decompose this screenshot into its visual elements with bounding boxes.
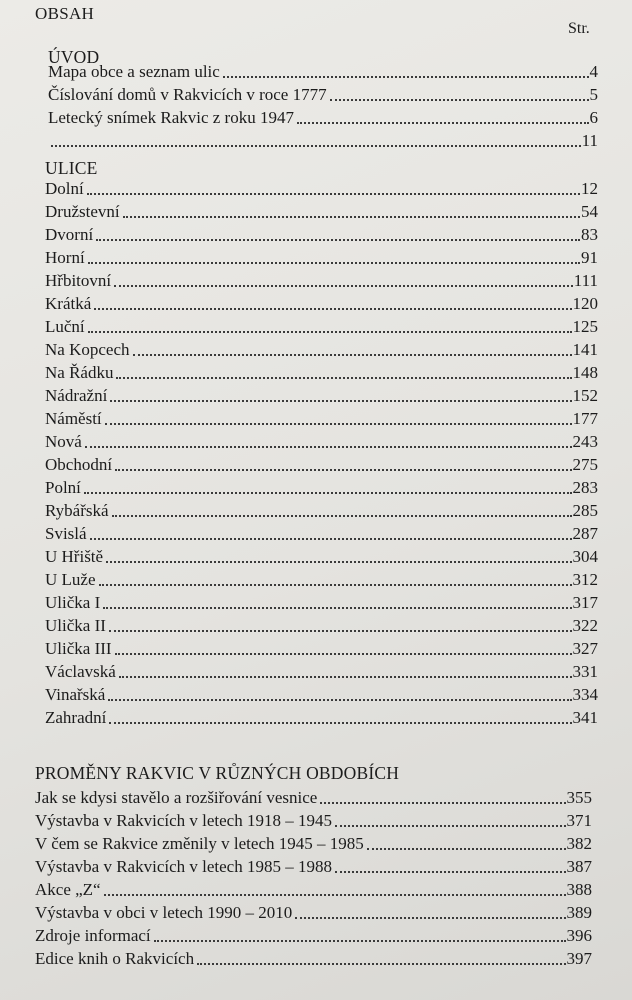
toc-entry-page-number: 371 (566, 811, 592, 830)
toc-entry (45, 361, 598, 384)
dot-leader (116, 377, 571, 379)
toc-entry-page-number: 91 (581, 248, 598, 267)
toc-entry-label: Akce „Z“ (35, 880, 101, 899)
toc-entry-label: Obchodní (45, 455, 113, 474)
page-column-label: Str. (568, 20, 590, 37)
toc-entry-page-number: 317 (572, 593, 598, 612)
toc-entry (35, 924, 592, 947)
toc-entry-page-number: 331 (572, 662, 598, 681)
toc-entry (45, 384, 598, 407)
toc-entry (45, 200, 598, 223)
toc-entry-label: V čem se Rakvice změnily v letech 1945 – 1985 (35, 834, 364, 853)
toc-entry-page-number: 177 (572, 409, 598, 428)
toc-entry-page-number: 5 (589, 85, 598, 104)
toc-entry (45, 269, 598, 292)
toc-entry-page-number: 382 (566, 834, 592, 853)
toc-entry (45, 246, 598, 269)
toc-entry-label: Nová (45, 432, 82, 451)
toc-entry-label: U Hřiště (45, 547, 104, 566)
dot-leader (109, 722, 571, 724)
toc-entry-label: Luční (45, 317, 85, 336)
toc-entry-label: Hřbitovní (45, 271, 112, 290)
toc-entry (35, 809, 592, 832)
toc-entry-label: Číslování domů v Rakvicích v roce 1777 (48, 85, 327, 104)
toc-entry-label: Polní (45, 478, 81, 497)
toc-entry-page-number: 389 (566, 903, 592, 922)
dot-leader (154, 940, 566, 942)
toc-entry-page-number: 327 (572, 639, 598, 658)
dot-leader (104, 894, 566, 896)
dot-leader (94, 308, 571, 310)
toc-entry (45, 407, 598, 430)
toc-entry-label: Družstevní (45, 202, 120, 221)
dot-leader (330, 99, 589, 101)
toc-entry-page-number: 152 (572, 386, 598, 405)
section-title-uvod: ÚVOD (48, 47, 100, 67)
toc-heading: OBSAH (35, 4, 95, 23)
section-uvod-entries (48, 60, 598, 152)
dot-leader (103, 607, 571, 609)
toc-entry (45, 315, 598, 338)
toc-entry-label: U Luže (45, 570, 96, 589)
toc-entry-label: Na Kopcech (45, 340, 130, 359)
toc-entry (45, 338, 598, 361)
toc-entry-label: Vinařská (45, 685, 106, 704)
toc-entry-page-number: 334 (572, 685, 598, 704)
toc-entry-label: Svislá (45, 524, 87, 543)
toc-entry-page-number: 11 (581, 131, 598, 150)
toc-entry (48, 83, 598, 106)
toc-entry-page-number: 111 (573, 271, 598, 290)
toc-entry-page-number: 312 (572, 570, 598, 589)
toc-entry (48, 106, 598, 129)
dot-leader (133, 354, 572, 356)
toc-entry-page-number: 322 (572, 616, 598, 635)
toc-entry (45, 453, 598, 476)
dot-leader (85, 446, 572, 448)
dot-leader (106, 561, 571, 563)
toc-entry-label: Zahradní (45, 708, 107, 727)
toc-entry-label: Zdroje informací (35, 926, 151, 945)
dot-leader (88, 262, 580, 264)
dot-leader (87, 193, 580, 195)
toc-entry-page-number: 341 (572, 708, 598, 727)
dot-leader (123, 216, 580, 218)
toc-entry-page-number: 287 (572, 524, 598, 543)
toc-entry-page-number: 396 (566, 926, 592, 945)
toc-entry (45, 177, 598, 200)
toc-entry-label: Horní (45, 248, 85, 267)
toc-entry (45, 637, 598, 660)
dot-leader (115, 469, 571, 471)
toc-entry (45, 683, 598, 706)
toc-entry (35, 947, 592, 970)
toc-entry-label: Náměstí (45, 409, 102, 428)
toc-entry (45, 430, 598, 453)
dot-leader (105, 423, 572, 425)
toc-entry-page-number: 388 (566, 880, 592, 899)
dot-leader (96, 239, 580, 241)
dot-leader (51, 145, 581, 147)
dot-leader (367, 848, 566, 850)
toc-entry-page-number: 6 (589, 108, 598, 127)
dot-leader (335, 871, 566, 873)
toc-entry-page-number: 355 (566, 788, 592, 807)
toc-entry-label: Letecký snímek Rakvic z roku 1947 (48, 108, 294, 127)
dot-leader (320, 802, 565, 804)
section-title-ulice: ULICE (45, 158, 98, 178)
dot-leader (88, 331, 572, 333)
dot-leader (295, 917, 565, 919)
toc-entry-page-number: 304 (572, 547, 598, 566)
toc-entry-label: Výstavba v Rakvicích v letech 1918 – 1945 (35, 811, 332, 830)
toc-entry-page-number: 243 (572, 432, 598, 451)
toc-entry (45, 568, 598, 591)
dot-leader (109, 630, 572, 632)
toc-entry-label: Ulička II (45, 616, 106, 635)
toc-entry (48, 60, 598, 83)
toc-entry (45, 614, 598, 637)
dot-leader (90, 538, 572, 540)
toc-entry (35, 878, 592, 901)
toc-entry-label: Edice knih o Rakvicích (35, 949, 195, 968)
toc-entry (48, 129, 598, 152)
toc-entry-label: Výstavba v obci v letech 1990 – 2010 (35, 903, 293, 922)
dot-leader (119, 676, 572, 678)
toc-entry-label: Rybářská (45, 501, 109, 520)
toc-entry-page-number: 120 (572, 294, 598, 313)
toc-entry-label: Dolní (45, 179, 84, 198)
toc-entry-page-number: 125 (572, 317, 598, 336)
toc-entry-label: Ulička III (45, 639, 112, 658)
toc-entry (45, 660, 598, 683)
toc-entry (45, 223, 598, 246)
dot-leader (108, 699, 571, 701)
toc-entry-label: Krátká (45, 294, 92, 313)
toc-entry-label: Na Řádku (45, 363, 114, 382)
toc-entry-page-number: 387 (566, 857, 592, 876)
toc-entry-page-number: 285 (572, 501, 598, 520)
toc-entry-page-number: 283 (572, 478, 598, 497)
toc-entry-page-number: 148 (572, 363, 598, 382)
dot-leader (115, 653, 572, 655)
toc-entry-page-number: 4 (589, 62, 598, 81)
dot-leader (114, 285, 573, 287)
toc-entry-page-number: 54 (581, 202, 598, 221)
toc-entry (35, 901, 592, 924)
dot-leader (110, 400, 571, 402)
toc-entry-page-number: 83 (581, 225, 598, 244)
toc-entry-page-number: 397 (566, 949, 592, 968)
toc-entry (45, 591, 598, 614)
dot-leader (223, 76, 589, 78)
toc-entry (45, 292, 598, 315)
dot-leader (197, 963, 565, 965)
section-promeny-entries (35, 786, 592, 970)
toc-entry-page-number: 275 (572, 455, 598, 474)
dot-leader (112, 515, 572, 517)
toc-entry (35, 832, 592, 855)
toc-entry-page-number: 141 (572, 340, 598, 359)
toc-entry-label: Václavská (45, 662, 116, 681)
toc-entry-label: Mapa obce a seznam ulic (48, 62, 220, 81)
toc-entry-label: Jak se kdysi stavělo a rozšiřování vesnice (35, 788, 318, 807)
toc-entry-label: Výstavba v Rakvicích v letech 1985 – 1988 (35, 857, 332, 876)
section-ulice-entries (45, 177, 598, 729)
toc-entry (45, 545, 598, 568)
toc-entry-label: Ulička I (45, 593, 101, 612)
toc-entry (45, 499, 598, 522)
toc-entry (45, 522, 598, 545)
toc-entry-label: Dvorní (45, 225, 94, 244)
dot-leader (84, 492, 572, 494)
toc-entry (35, 855, 592, 878)
toc-entry (35, 786, 592, 809)
dot-leader (297, 122, 589, 124)
dot-leader (335, 825, 566, 827)
toc-entry-label: Nádražní (45, 386, 108, 405)
section-title-promeny: PROMĚNY RAKVIC V RŮZNÝCH OBDOBÍCH (35, 763, 400, 783)
toc-entry-page-number: 12 (581, 179, 598, 198)
toc-entry (45, 476, 598, 499)
toc-entry (45, 706, 598, 729)
dot-leader (99, 584, 572, 586)
